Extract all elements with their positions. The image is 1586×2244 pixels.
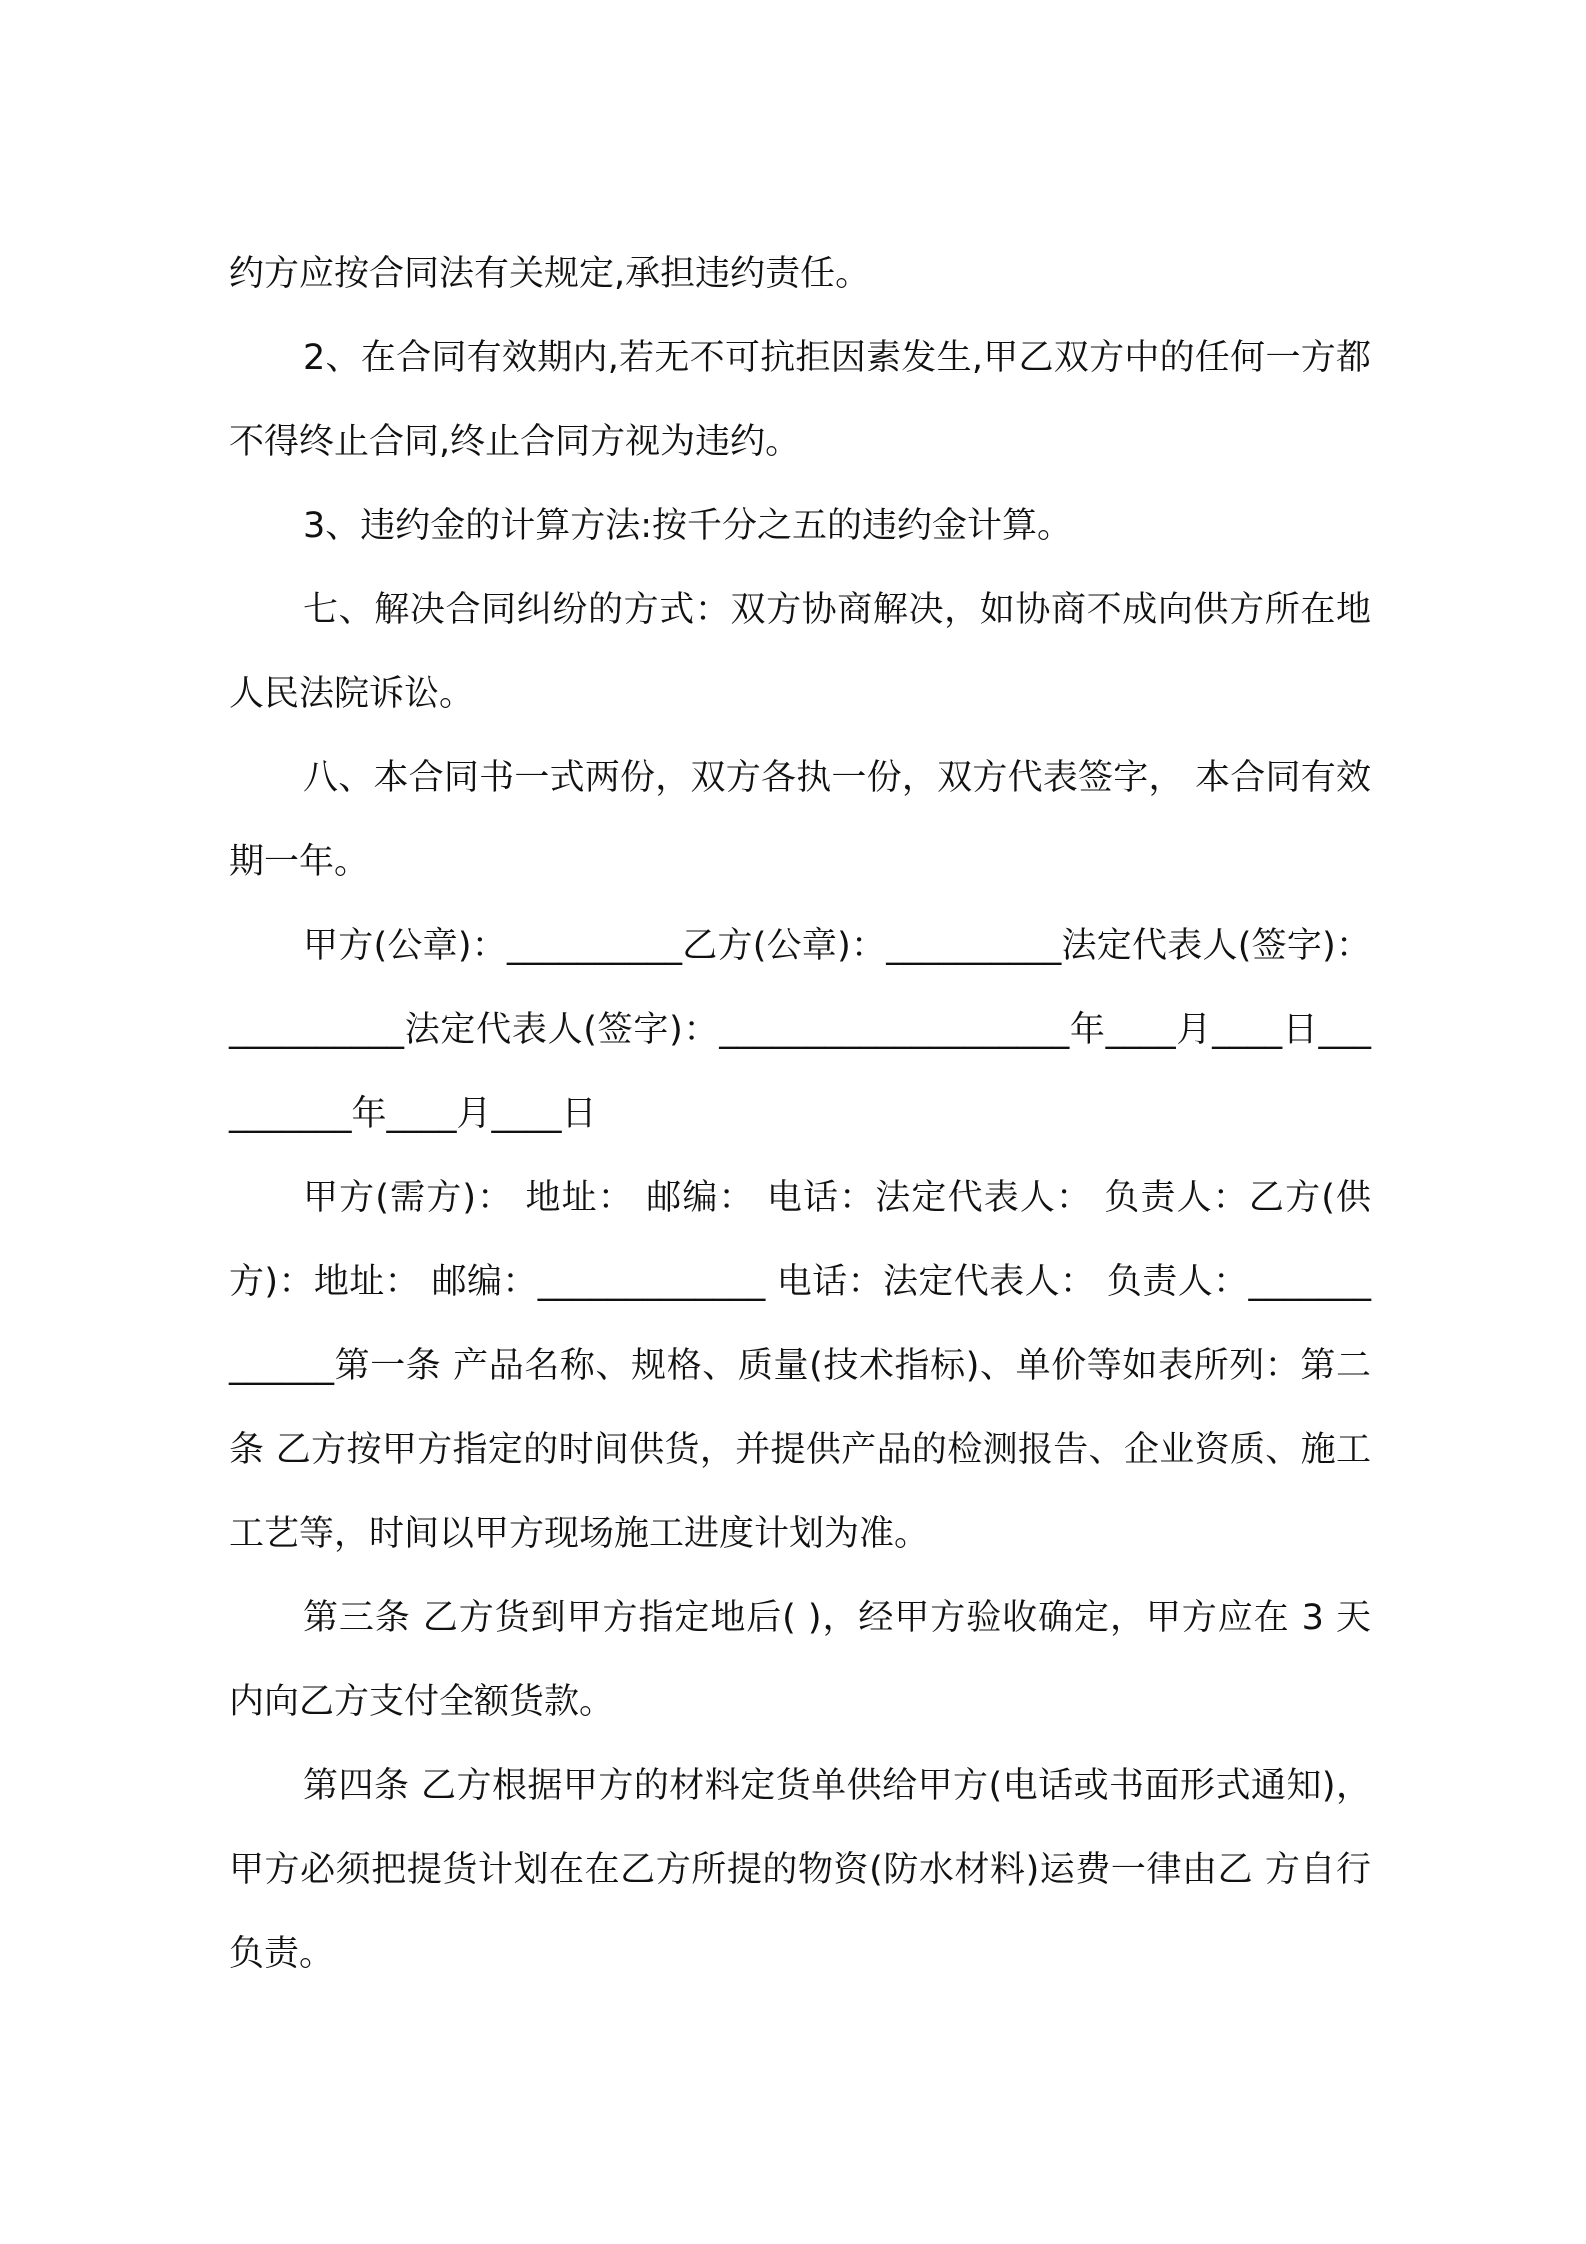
paragraph-dispute-resolution: 七、解决合同纠纷的方式：双方协商解决，如协商不成向供方所在地人民法院诉讼。 bbox=[229, 590, 1371, 714]
paragraph-breach-liability-continued: 约方应按合同法有关规定,承担违约责任。 bbox=[229, 254, 871, 294]
document-body bbox=[229, 232, 1371, 1996]
paragraph-copies-validity: 八、本合同书一式两份，双方各执一份，双方代表签字， 本合同有效期一年。 bbox=[229, 758, 1371, 882]
paragraph-signature-block: 甲方(公章)：__________乙方(公章)：__________法定代表人(签字)：__________法定代表人(签字)：____________________年____月____日__________年____月____日 bbox=[229, 926, 1371, 1134]
paragraph-penalty-calculation: 3、违约金的计算方法:按千分之五的违约金计算。 bbox=[303, 506, 1073, 546]
paragraph-article-four: 第四条 乙方根据甲方的材料定货单供给甲方(电话或书面形式通知)，甲方必须把提货计划在在乙方所提的物资(防水材料)运费一律由乙 方自行负责。 bbox=[229, 1766, 1371, 1974]
paragraph-article-three: 第三条 乙方货到甲方指定地后( )，经甲方验收确定，甲方应在 3 天内向乙方支付全额货款。 bbox=[229, 1598, 1371, 1722]
paragraph-no-termination: 2、在合同有效期内,若无不可抗拒因素发生,甲乙双方中的任何一方都不得终止合同,终止合同方视为违约。 bbox=[229, 338, 1371, 462]
paragraph-parties-and-articles: 甲方(需方)： 地址： 邮编： 电话：法定代表人： 负责人：乙方(供方)：地址： 邮编：_____________ 电话：法定代表人： 负责人：_____________第一条 产品名称、规格、质量(技术指标)、单价等如表所列：第二条 乙方按甲方指定的时间供货，并提供产品的检测报告、企业资质、施工工艺等，时间以甲方现场施工进度计划为准。 bbox=[229, 1178, 1372, 1554]
